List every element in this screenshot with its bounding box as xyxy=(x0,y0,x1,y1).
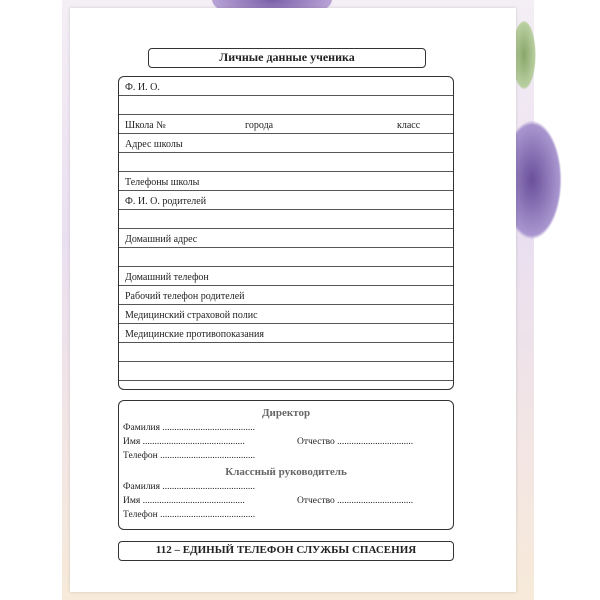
parents-fio-label: Ф. И. О. родителей xyxy=(125,196,207,207)
contraindications-row xyxy=(119,324,453,343)
teacher-phone: Телефон ........................................ xyxy=(123,510,256,520)
home-address-label: Домашний адрес xyxy=(125,234,198,245)
blank-row xyxy=(119,343,453,362)
director-heading: Директор xyxy=(261,407,311,419)
insurance-label: Медицинский страховой полис xyxy=(125,310,258,321)
staff-contacts-box xyxy=(118,400,454,530)
blank-row xyxy=(119,362,453,381)
blank-row xyxy=(119,210,453,229)
fio-row xyxy=(119,77,453,96)
page-title: Личные данные ученика xyxy=(148,48,426,68)
parents-fio-row xyxy=(119,191,453,210)
director-patronymic: Отчество ................................ xyxy=(297,437,414,447)
personal-data-form xyxy=(118,76,454,390)
teacher-name: Имя ........................................... xyxy=(123,496,245,506)
blank-row xyxy=(119,248,453,267)
director-phone: Телефон ........................................ xyxy=(123,451,256,461)
notebook-page xyxy=(70,8,516,592)
director-name: Имя ........................................... xyxy=(123,437,245,447)
school-phones-row xyxy=(119,172,453,191)
school-phones-label: Телефоны школы xyxy=(125,177,200,188)
home-phone-row xyxy=(119,267,453,286)
class-label: класс xyxy=(397,120,421,131)
director-surname: Фамилия ....................................... xyxy=(123,423,256,433)
parents-work-phone-label: Рабочий телефон родителей xyxy=(125,291,245,302)
blank-row xyxy=(119,96,453,115)
school-address-row xyxy=(119,134,453,153)
home-phone-label: Домашний телефон xyxy=(125,272,209,283)
school-address-label: Адрес школы xyxy=(125,139,183,150)
home-address-row xyxy=(119,229,453,248)
insurance-row xyxy=(119,305,453,324)
teacher-heading: Классный руководитель xyxy=(225,466,347,478)
city-label: города xyxy=(245,120,274,131)
emergency-phone-banner: 112 – ЕДИНЫЙ ТЕЛЕФОН СЛУЖБЫ СПАСЕНИЯ xyxy=(118,541,454,561)
school-row xyxy=(119,115,453,134)
parents-work-phone-row xyxy=(119,286,453,305)
blank-row xyxy=(119,153,453,172)
fio-label: Ф. И. О. xyxy=(125,82,160,93)
contraindications-label: Медицинские противопоказания xyxy=(125,329,264,340)
teacher-surname: Фамилия ....................................... xyxy=(123,482,256,492)
school-label: Школа № xyxy=(125,120,166,131)
teacher-patronymic: Отчество ................................ xyxy=(297,496,414,506)
